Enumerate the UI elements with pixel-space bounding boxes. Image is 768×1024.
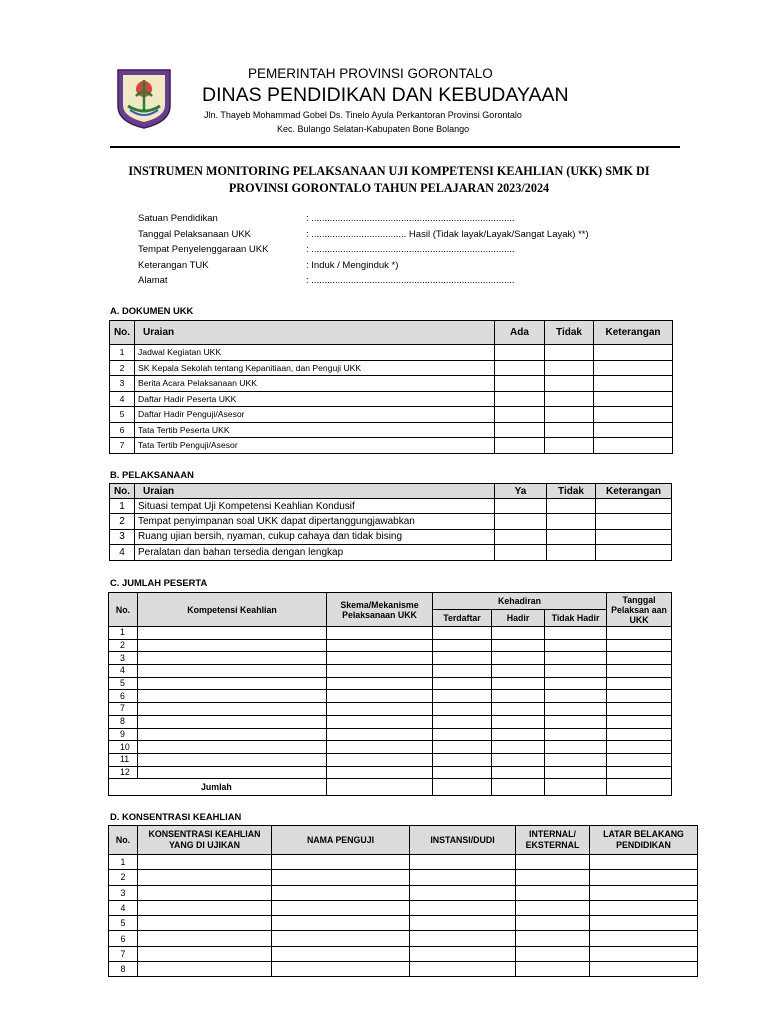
empty-cell bbox=[138, 916, 272, 931]
empty-cell bbox=[545, 407, 594, 423]
empty-cell bbox=[433, 779, 492, 796]
empty-cell bbox=[272, 916, 410, 931]
table-row bbox=[110, 345, 673, 361]
province-emblem-logo bbox=[114, 66, 174, 130]
table-row bbox=[109, 728, 672, 741]
table-row bbox=[109, 962, 698, 977]
header-address-1: Jln. Thayeb Mohammad Gobel Ds. Tinelo Ayula Perkantoran Provinsi Gorontalo bbox=[204, 110, 522, 120]
empty-cell bbox=[138, 855, 272, 870]
col-header: LATAR BELAKANG PENDIDIKAN bbox=[590, 826, 698, 855]
empty-cell bbox=[607, 665, 672, 678]
empty-cell bbox=[492, 715, 545, 728]
empty-cell bbox=[516, 931, 590, 946]
empty-cell bbox=[272, 900, 410, 915]
empty-cell bbox=[495, 422, 545, 438]
col-header: Hadir bbox=[492, 610, 545, 627]
empty-cell bbox=[433, 677, 492, 690]
empty-cell bbox=[516, 885, 590, 900]
col-header: Uraian bbox=[135, 321, 495, 345]
dokumen-table bbox=[109, 320, 673, 454]
empty-cell bbox=[327, 728, 433, 741]
table-row bbox=[110, 499, 672, 514]
row-number: 2 bbox=[109, 639, 138, 652]
col-header: KONSENTRASI KEAHLIAN YANG DI UJIKAN bbox=[138, 826, 272, 855]
empty-cell bbox=[138, 652, 327, 665]
info-value: : Induk / Menginduk *) bbox=[306, 259, 399, 271]
empty-cell bbox=[433, 715, 492, 728]
empty-cell bbox=[590, 855, 698, 870]
empty-cell bbox=[590, 870, 698, 885]
row-number: 3 bbox=[109, 652, 138, 665]
empty-cell bbox=[545, 391, 594, 407]
empty-cell bbox=[138, 962, 272, 977]
row-number: 10 bbox=[109, 741, 138, 754]
empty-cell bbox=[594, 391, 673, 407]
col-header: Tidak bbox=[545, 321, 594, 345]
empty-cell bbox=[596, 514, 672, 529]
empty-cell bbox=[138, 900, 272, 915]
empty-cell bbox=[607, 753, 672, 766]
row-number: 5 bbox=[109, 916, 138, 931]
row-number: 9 bbox=[109, 728, 138, 741]
table-row bbox=[110, 529, 672, 544]
empty-cell bbox=[410, 946, 516, 961]
jumlah-peserta-table bbox=[108, 592, 672, 796]
empty-cell bbox=[590, 900, 698, 915]
empty-cell bbox=[590, 962, 698, 977]
empty-cell bbox=[327, 639, 433, 652]
col-header: No. bbox=[110, 484, 135, 499]
col-header: INTERNAL/ EKSTERNAL bbox=[516, 826, 590, 855]
info-label: Keterangan TUK bbox=[138, 259, 209, 271]
header-agency: DINAS PENDIDIKAN DAN KEBUDAYAAN bbox=[202, 84, 569, 106]
row-number: 6 bbox=[109, 931, 138, 946]
table-row bbox=[109, 753, 672, 766]
empty-cell bbox=[495, 360, 545, 376]
row-number: 3 bbox=[109, 885, 138, 900]
row-description: Tata Tertib Penguji/Asesor bbox=[135, 438, 495, 454]
col-header: Keterangan bbox=[596, 484, 672, 499]
col-header: Kehadiran bbox=[433, 593, 607, 610]
info-value: : ............................................................................. bbox=[306, 244, 515, 256]
empty-cell bbox=[410, 916, 516, 931]
empty-cell bbox=[410, 931, 516, 946]
empty-cell bbox=[594, 360, 673, 376]
title-line-2: PROVINSI GORONTALO TAHUN PELAJARAN 2023/2024 bbox=[228, 181, 550, 195]
empty-cell bbox=[492, 703, 545, 716]
row-description: Ruang ujian bersih, nyaman, cukup cahaya dan tidak bising bbox=[135, 529, 495, 544]
empty-cell bbox=[327, 779, 433, 796]
row-number: 3 bbox=[110, 529, 135, 544]
empty-cell bbox=[607, 715, 672, 728]
empty-cell bbox=[138, 627, 327, 640]
table-row bbox=[109, 690, 672, 703]
row-number: 1 bbox=[110, 499, 135, 514]
empty-cell bbox=[327, 753, 433, 766]
pelaksanaan-table bbox=[109, 483, 672, 561]
empty-cell bbox=[495, 499, 547, 514]
row-number: 1 bbox=[109, 855, 138, 870]
empty-cell bbox=[492, 728, 545, 741]
header-address-2: Kec. Bulango Selatan-Kabupaten Bone Bolango bbox=[277, 124, 470, 134]
empty-cell bbox=[545, 376, 594, 392]
row-number: 7 bbox=[109, 703, 138, 716]
row-number: 12 bbox=[109, 766, 138, 779]
row-number: 4 bbox=[110, 391, 135, 407]
empty-cell bbox=[516, 946, 590, 961]
empty-cell bbox=[545, 345, 594, 361]
row-number: 3 bbox=[110, 376, 135, 392]
table-row bbox=[110, 514, 672, 529]
row-number: 7 bbox=[109, 946, 138, 961]
table-row bbox=[109, 665, 672, 678]
info-label: Tanggal Pelaksanaan UKK bbox=[138, 228, 252, 240]
table-row bbox=[110, 376, 673, 392]
row-description: Tata Tertib Peserta UKK bbox=[135, 422, 495, 438]
total-label: Jumlah bbox=[109, 779, 327, 796]
table-row bbox=[109, 741, 672, 754]
empty-cell bbox=[272, 855, 410, 870]
empty-cell bbox=[433, 728, 492, 741]
empty-cell bbox=[594, 407, 673, 423]
table-row bbox=[109, 703, 672, 716]
empty-cell bbox=[410, 855, 516, 870]
empty-cell bbox=[492, 652, 545, 665]
empty-cell bbox=[410, 870, 516, 885]
empty-cell bbox=[516, 916, 590, 931]
empty-cell bbox=[327, 652, 433, 665]
row-description: Tempat penyimpanan soal UKK dapat dipertanggungjawabkan bbox=[135, 514, 495, 529]
empty-cell bbox=[433, 627, 492, 640]
empty-cell bbox=[594, 422, 673, 438]
section-b-title: B. PELAKSANAAN bbox=[110, 469, 194, 480]
empty-cell bbox=[545, 639, 607, 652]
empty-cell bbox=[607, 766, 672, 779]
empty-cell bbox=[495, 376, 545, 392]
empty-cell bbox=[492, 627, 545, 640]
table-row bbox=[110, 545, 672, 560]
table-row bbox=[109, 715, 672, 728]
row-description: SK Kepala Sekolah tentang Kepanitiaan, dan Penguji UKK bbox=[135, 360, 495, 376]
empty-cell bbox=[138, 931, 272, 946]
row-number: 5 bbox=[110, 407, 135, 423]
empty-cell bbox=[492, 766, 545, 779]
col-header: No. bbox=[109, 593, 138, 627]
row-number: 1 bbox=[110, 345, 135, 361]
empty-cell bbox=[594, 438, 673, 454]
empty-cell bbox=[545, 627, 607, 640]
row-number: 2 bbox=[110, 514, 135, 529]
empty-cell bbox=[272, 946, 410, 961]
row-description: Peralatan dan bahan tersedia dengan lengkap bbox=[135, 545, 495, 560]
section-a-title: A. DOKUMEN UKK bbox=[110, 305, 194, 316]
row-number: 2 bbox=[110, 360, 135, 376]
empty-cell bbox=[138, 715, 327, 728]
empty-cell bbox=[590, 946, 698, 961]
empty-cell bbox=[516, 855, 590, 870]
empty-cell bbox=[492, 753, 545, 766]
empty-cell bbox=[607, 677, 672, 690]
info-label: Satuan Pendidikan bbox=[138, 213, 218, 224]
empty-cell bbox=[138, 728, 327, 741]
section-d-title: D. KONSENTRASI KEAHLIAN bbox=[110, 811, 242, 822]
empty-cell bbox=[138, 870, 272, 885]
empty-cell bbox=[410, 885, 516, 900]
row-description: Daftar Hadir Peserta UKK bbox=[135, 391, 495, 407]
empty-cell bbox=[410, 962, 516, 977]
empty-cell bbox=[433, 753, 492, 766]
empty-cell bbox=[327, 690, 433, 703]
empty-cell bbox=[272, 931, 410, 946]
empty-cell bbox=[433, 639, 492, 652]
empty-cell bbox=[495, 514, 547, 529]
empty-cell bbox=[138, 885, 272, 900]
empty-cell bbox=[138, 677, 327, 690]
empty-cell bbox=[545, 779, 607, 796]
empty-cell bbox=[495, 438, 545, 454]
row-number: 4 bbox=[110, 545, 135, 560]
info-value: : ............................................................................. bbox=[306, 275, 515, 287]
col-header: Uraian bbox=[135, 484, 495, 499]
empty-cell bbox=[545, 677, 607, 690]
empty-cell bbox=[327, 741, 433, 754]
empty-cell bbox=[596, 499, 672, 514]
row-number: 1 bbox=[109, 627, 138, 640]
table-row bbox=[109, 870, 698, 885]
table-row bbox=[109, 855, 698, 870]
empty-cell bbox=[545, 715, 607, 728]
table-row bbox=[109, 946, 698, 961]
empty-cell bbox=[607, 741, 672, 754]
col-header: No. bbox=[109, 826, 138, 855]
empty-cell bbox=[138, 665, 327, 678]
col-header: Tidak Hadir bbox=[545, 610, 607, 627]
empty-cell bbox=[272, 885, 410, 900]
document-title bbox=[118, 163, 660, 197]
empty-cell bbox=[516, 962, 590, 977]
empty-cell bbox=[327, 665, 433, 678]
table-row bbox=[109, 885, 698, 900]
table-row bbox=[109, 900, 698, 915]
info-label: Tempat Penyelenggaraan UKK bbox=[138, 244, 269, 256]
col-header: Terdaftar bbox=[433, 610, 492, 627]
info-label: Alamat bbox=[138, 275, 168, 287]
row-number: 2 bbox=[109, 870, 138, 885]
table-row bbox=[109, 652, 672, 665]
empty-cell bbox=[433, 741, 492, 754]
row-description: Berita Acara Pelaksanaan UKK bbox=[135, 376, 495, 392]
info-value: : ............................................................................. bbox=[306, 213, 515, 224]
empty-cell bbox=[547, 514, 596, 529]
empty-cell bbox=[545, 360, 594, 376]
empty-cell bbox=[138, 946, 272, 961]
header-divider bbox=[110, 146, 680, 148]
empty-cell bbox=[547, 545, 596, 560]
empty-cell bbox=[545, 753, 607, 766]
col-header: NAMA PENGUJI bbox=[272, 826, 410, 855]
empty-cell bbox=[272, 962, 410, 977]
empty-cell bbox=[516, 870, 590, 885]
empty-cell bbox=[327, 766, 433, 779]
empty-cell bbox=[492, 665, 545, 678]
empty-cell bbox=[545, 665, 607, 678]
empty-cell bbox=[492, 677, 545, 690]
row-number: 8 bbox=[109, 715, 138, 728]
col-header: Tanggal Pelaksan aan UKK bbox=[607, 593, 672, 627]
title-line-1: INSTRUMEN MONITORING PELAKSANAAN UJI KOMPETENSI KEAHLIAN (UKK) SMK DI bbox=[128, 164, 650, 178]
empty-cell bbox=[607, 639, 672, 652]
row-number: 6 bbox=[109, 690, 138, 703]
row-description: Jadwal Kegiatan UKK bbox=[135, 345, 495, 361]
empty-cell bbox=[138, 741, 327, 754]
empty-cell bbox=[327, 677, 433, 690]
col-header: Kompetensi Keahlian bbox=[138, 593, 327, 627]
col-header: Tidak bbox=[547, 484, 596, 499]
empty-cell bbox=[433, 690, 492, 703]
empty-cell bbox=[590, 916, 698, 931]
col-header: No. bbox=[110, 321, 135, 345]
info-value: : .................................... Hasil (Tidak layak/Layak/Sangat Layak) **) bbox=[306, 228, 589, 240]
table-row bbox=[109, 931, 698, 946]
table-row bbox=[109, 677, 672, 690]
col-header: INSTANSI/DUDI bbox=[410, 826, 516, 855]
empty-cell bbox=[492, 779, 545, 796]
row-number: 8 bbox=[109, 962, 138, 977]
empty-cell bbox=[547, 499, 596, 514]
empty-cell bbox=[492, 639, 545, 652]
empty-cell bbox=[495, 391, 545, 407]
empty-cell bbox=[410, 900, 516, 915]
table-row bbox=[110, 407, 673, 423]
col-header: Ya bbox=[495, 484, 547, 499]
empty-cell bbox=[138, 639, 327, 652]
row-number: 6 bbox=[110, 422, 135, 438]
empty-cell bbox=[433, 703, 492, 716]
empty-cell bbox=[138, 703, 327, 716]
row-number: 4 bbox=[109, 900, 138, 915]
table-row bbox=[110, 438, 673, 454]
empty-cell bbox=[495, 345, 545, 361]
empty-cell bbox=[590, 931, 698, 946]
col-header: Ada bbox=[495, 321, 545, 345]
table-row bbox=[109, 766, 672, 779]
empty-cell bbox=[433, 766, 492, 779]
empty-cell bbox=[594, 345, 673, 361]
table-row bbox=[110, 422, 673, 438]
empty-cell bbox=[590, 885, 698, 900]
empty-cell bbox=[138, 690, 327, 703]
empty-cell bbox=[516, 900, 590, 915]
table-row bbox=[110, 360, 673, 376]
empty-cell bbox=[607, 779, 672, 796]
empty-cell bbox=[607, 652, 672, 665]
empty-cell bbox=[547, 529, 596, 544]
col-header: Skema/Mekanisme Pelaksanaan UKK bbox=[327, 593, 433, 627]
row-number: 11 bbox=[109, 753, 138, 766]
empty-cell bbox=[596, 529, 672, 544]
row-description: Daftar Hadir Penguji/Asesor bbox=[135, 407, 495, 423]
empty-cell bbox=[545, 690, 607, 703]
row-number: 4 bbox=[109, 665, 138, 678]
empty-cell bbox=[545, 422, 594, 438]
empty-cell bbox=[545, 728, 607, 741]
empty-cell bbox=[433, 665, 492, 678]
col-header: Keterangan bbox=[594, 321, 673, 345]
empty-cell bbox=[607, 627, 672, 640]
table-row bbox=[109, 916, 698, 931]
header-government: PEMERINTAH PROVINSI GORONTALO bbox=[248, 66, 493, 81]
empty-cell bbox=[545, 703, 607, 716]
empty-cell bbox=[596, 545, 672, 560]
empty-cell bbox=[492, 690, 545, 703]
empty-cell bbox=[607, 728, 672, 741]
empty-cell bbox=[495, 529, 547, 544]
konsentrasi-keahlian-table bbox=[108, 825, 698, 977]
empty-cell bbox=[607, 703, 672, 716]
empty-cell bbox=[545, 741, 607, 754]
total-row bbox=[109, 779, 672, 796]
table-row bbox=[110, 391, 673, 407]
empty-cell bbox=[138, 766, 327, 779]
empty-cell bbox=[327, 703, 433, 716]
table-row bbox=[109, 627, 672, 640]
empty-cell bbox=[545, 766, 607, 779]
empty-cell bbox=[545, 438, 594, 454]
empty-cell bbox=[594, 376, 673, 392]
row-number: 7 bbox=[110, 438, 135, 454]
empty-cell bbox=[138, 753, 327, 766]
empty-cell bbox=[272, 870, 410, 885]
empty-cell bbox=[327, 715, 433, 728]
empty-cell bbox=[495, 407, 545, 423]
empty-cell bbox=[492, 741, 545, 754]
empty-cell bbox=[327, 627, 433, 640]
table-row bbox=[109, 639, 672, 652]
empty-cell bbox=[545, 652, 607, 665]
row-number: 5 bbox=[109, 677, 138, 690]
empty-cell bbox=[607, 690, 672, 703]
empty-cell bbox=[433, 652, 492, 665]
row-description: Situasi tempat Uji Kompetensi Keahlian Kondusif bbox=[135, 499, 495, 514]
section-c-title: C. JUMLAH PESERTA bbox=[110, 577, 208, 588]
empty-cell bbox=[495, 545, 547, 560]
